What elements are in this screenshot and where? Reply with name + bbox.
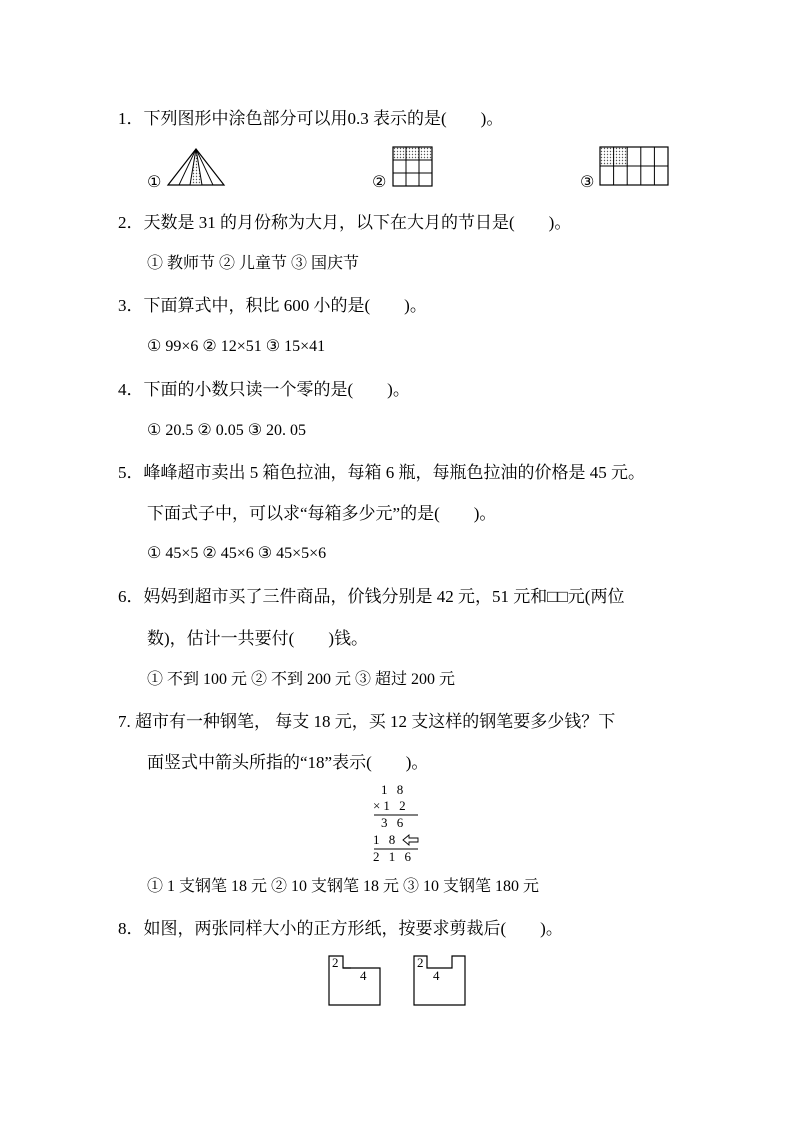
calc-row-5: 2 1 6	[373, 849, 414, 864]
q8-fig2-label-2: 2	[417, 955, 424, 970]
q7-vertical-multiplication	[370, 782, 430, 866]
q1-triangle-figure	[168, 148, 226, 188]
calc-row-4: 1 8	[373, 832, 399, 847]
question-5-text-cont: 下面式子中，可以求“每箱多少元”的是( )。	[147, 504, 497, 523]
question-5-text: 5．峰峰超市卖出 5 箱色拉油，每箱 6 瓶，每瓶色拉油的价格是 45 元。	[118, 463, 645, 482]
q8-fig2-label-4: 4	[433, 968, 440, 983]
q8-figure-2	[413, 955, 467, 1007]
calc-row-3: 3 6	[381, 815, 407, 830]
question-5-options: ① 45×5 ② 45×6 ③ 45×5×6	[147, 545, 327, 562]
q1-option-1-label: ①	[147, 172, 162, 191]
question-6-text-cont: 数)，估计一共要付( )钱。	[147, 629, 368, 648]
q8-figure-1	[328, 955, 382, 1007]
q1-option-2-label: ②	[372, 172, 387, 191]
question-7-text-cont: 面竖式中箭头所指的“18”表示( )。	[147, 753, 429, 772]
question-6-options: ① 不到 100 元 ② 不到 200 元 ③ 超过 200 元	[147, 671, 456, 688]
left-arrow-icon	[402, 834, 420, 846]
question-8-text: 8．如图，两张同样大小的正方形纸，按要求剪裁后( )。	[118, 919, 563, 938]
q8-fig1-label-2: 2	[332, 955, 339, 970]
question-6-text: 6．妈妈到超市买了三件商品，价钱分别是 42 元，51 元和□□元(两位	[118, 587, 625, 606]
q1-grid-figure-2	[393, 147, 433, 187]
question-2-text: 2．天数是 31 的月份称为大月，以下在大月的节日是( )。	[118, 213, 572, 232]
question-1-text: 1．下列图形中涂色部分可以用0.3 表示的是( )。	[118, 109, 504, 128]
question-7-text: 7. 超市有一种钢笔， 每支 18 元，买 12 支这样的钢笔要多少钱？下	[118, 712, 616, 731]
question-2-options: ① 教师节 ② 儿童节 ③ 国庆节	[147, 255, 360, 272]
q1-option-3-label: ③	[580, 172, 595, 191]
question-4-text: 4．下面的小数只读一个零的是( )。	[118, 380, 410, 399]
q1-grid-figure-3	[600, 147, 670, 187]
calc-row-1: 1 8	[381, 782, 407, 797]
question-4-options: ① 20.5 ② 0.05 ③ 20. 05	[147, 422, 307, 439]
question-3-text: 3．下面算式中，积比 600 小的是( )。	[118, 296, 427, 315]
q8-fig1-label-4: 4	[360, 968, 367, 983]
calc-lines	[370, 782, 430, 866]
calc-row-2: ×1 2	[373, 798, 409, 813]
question-7-options: ① 1 支钢笔 18 元 ② 10 支钢笔 18 元 ③ 10 支钢笔 180 元	[147, 878, 540, 895]
question-3-options: ① 99×6 ② 12×51 ③ 15×41	[147, 338, 326, 355]
